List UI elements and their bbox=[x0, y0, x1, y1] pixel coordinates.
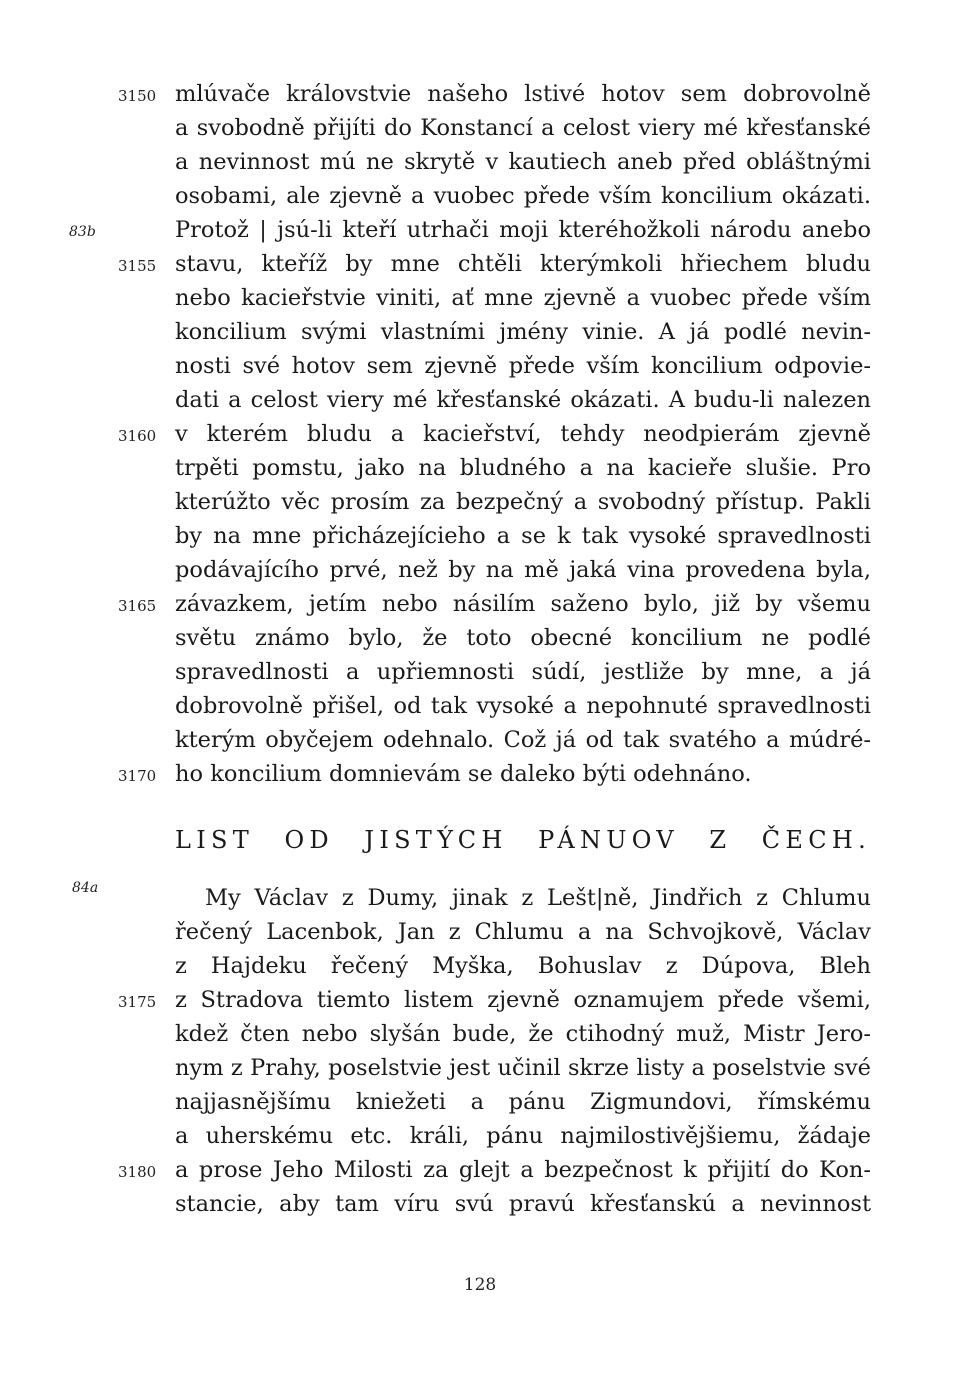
text-line: osobami, ale zjevně a vuobec přede vším koncilium okázati. bbox=[175, 183, 871, 209]
line-number: 3160 bbox=[118, 427, 157, 445]
text-line: a uherskému etc. králi, pánu najmilostivějšiemu, žádaje bbox=[175, 1123, 871, 1149]
text-line: závazkem, jetím nebo násilím saženo bylo, již by všemu bbox=[175, 591, 871, 617]
text-line: dobrovolně přišel, od tak vysoké a nepohnuté spravedlnosti bbox=[175, 693, 871, 719]
text-line: nym z Prahy, poselstvie jest učinil skrze listy a poselstvie své bbox=[175, 1055, 871, 1081]
line-number: 3150 bbox=[118, 87, 157, 105]
text-line: nebo kacieřstvie viniti, ať mne zjevně a vuobec přede vším bbox=[175, 285, 871, 311]
line-number: 3165 bbox=[118, 597, 157, 615]
page-number: 128 bbox=[463, 1275, 497, 1295]
text-line: z Hajdeku řečený Myška, Bohuslav z Dúpova, Bleh bbox=[175, 953, 871, 979]
text-line: ho koncilium domnievám se daleko býti odehnáno. bbox=[175, 761, 752, 787]
text-line: světu známo bylo, že toto obecné koncilium ne podlé bbox=[175, 625, 871, 651]
text-line: nosti své hotov sem zjevně přede vším koncilium odpovie- bbox=[175, 353, 871, 379]
text-line: stancie, aby tam víru svú pravú křesťanskú a nevinnost bbox=[175, 1191, 871, 1217]
text-line: Protož | jsú-li kteří utrhači moji kteréhožkoli národu anebo bbox=[175, 217, 871, 243]
text-line: řečený Lacenbok, Jan z Chlumu a na Schvojkově, Václav bbox=[175, 919, 871, 945]
text-line: spravedlnosti a upřiemnosti súdí, jestliže by mne, a já bbox=[175, 659, 871, 685]
line-number: 3155 bbox=[118, 257, 157, 275]
text-line: a nevinnost mú ne skrytě v kautiech aneb před obláštnými bbox=[175, 149, 871, 175]
folio-marker: 83b bbox=[69, 224, 96, 240]
text-line: kterúžto věc prosím za bezpečný a svobodný přístup. Pakli bbox=[175, 489, 871, 515]
text-line: mlúvače královstvie našeho lstivé hotov sem dobrovolně bbox=[175, 81, 871, 107]
folio-marker: 84a bbox=[72, 880, 99, 896]
line-number: 3175 bbox=[118, 993, 157, 1011]
text-line: by na mne přicházejícieho a se k tak vysoké spravedlnosti bbox=[175, 523, 871, 549]
line-number: 3180 bbox=[118, 1163, 157, 1181]
text-line: a svobodně přijíti do Konstancí a celost viery mé křesťanské bbox=[175, 115, 871, 141]
text-line: a prose Jeho Milosti za glejt a bezpečnost k přijití do Kon- bbox=[175, 1157, 871, 1183]
text-line: v kterém bludu a kacieřství, tehdy neodpierám zjevně bbox=[175, 421, 871, 447]
text-line: dati a celost viery mé křesťanské okázati. A budu-li nalezen bbox=[175, 387, 871, 413]
text-line: trpěti pomstu, jako na bludného a na kacieře slušie. Pro bbox=[175, 455, 871, 481]
text-line: najjasnějšímu kniežeti a pánu Zigmundovi, římskému bbox=[175, 1089, 871, 1115]
section-heading: LIST OD JISTÝCH PÁNUOV Z ČECH. bbox=[175, 826, 871, 854]
text-line: z Stradova tiemto listem zjevně oznamujem přede všemi, bbox=[175, 987, 871, 1013]
line-number: 3170 bbox=[118, 767, 157, 785]
text-line: My Václav z Dumy, jinak z Lešt|ně, Jindřich z Chlumu bbox=[205, 885, 871, 911]
text-line: stavu, kteříž by mne chtěli kterýmkoli hřiechem bludu bbox=[175, 251, 871, 277]
text-line: kdež čten nebo slyšán bude, že ctihodný muž, Mistr Jero- bbox=[175, 1021, 871, 1047]
text-line: podávajícího prvé, než by na mě jaká vina provedena byla, bbox=[175, 557, 871, 583]
text-line: kterým obyčejem odehnalo. Což já od tak svatého a múdré- bbox=[175, 727, 871, 753]
text-line: koncilium svými vlastními jmény vinie. A já podlé nevin- bbox=[175, 319, 871, 345]
